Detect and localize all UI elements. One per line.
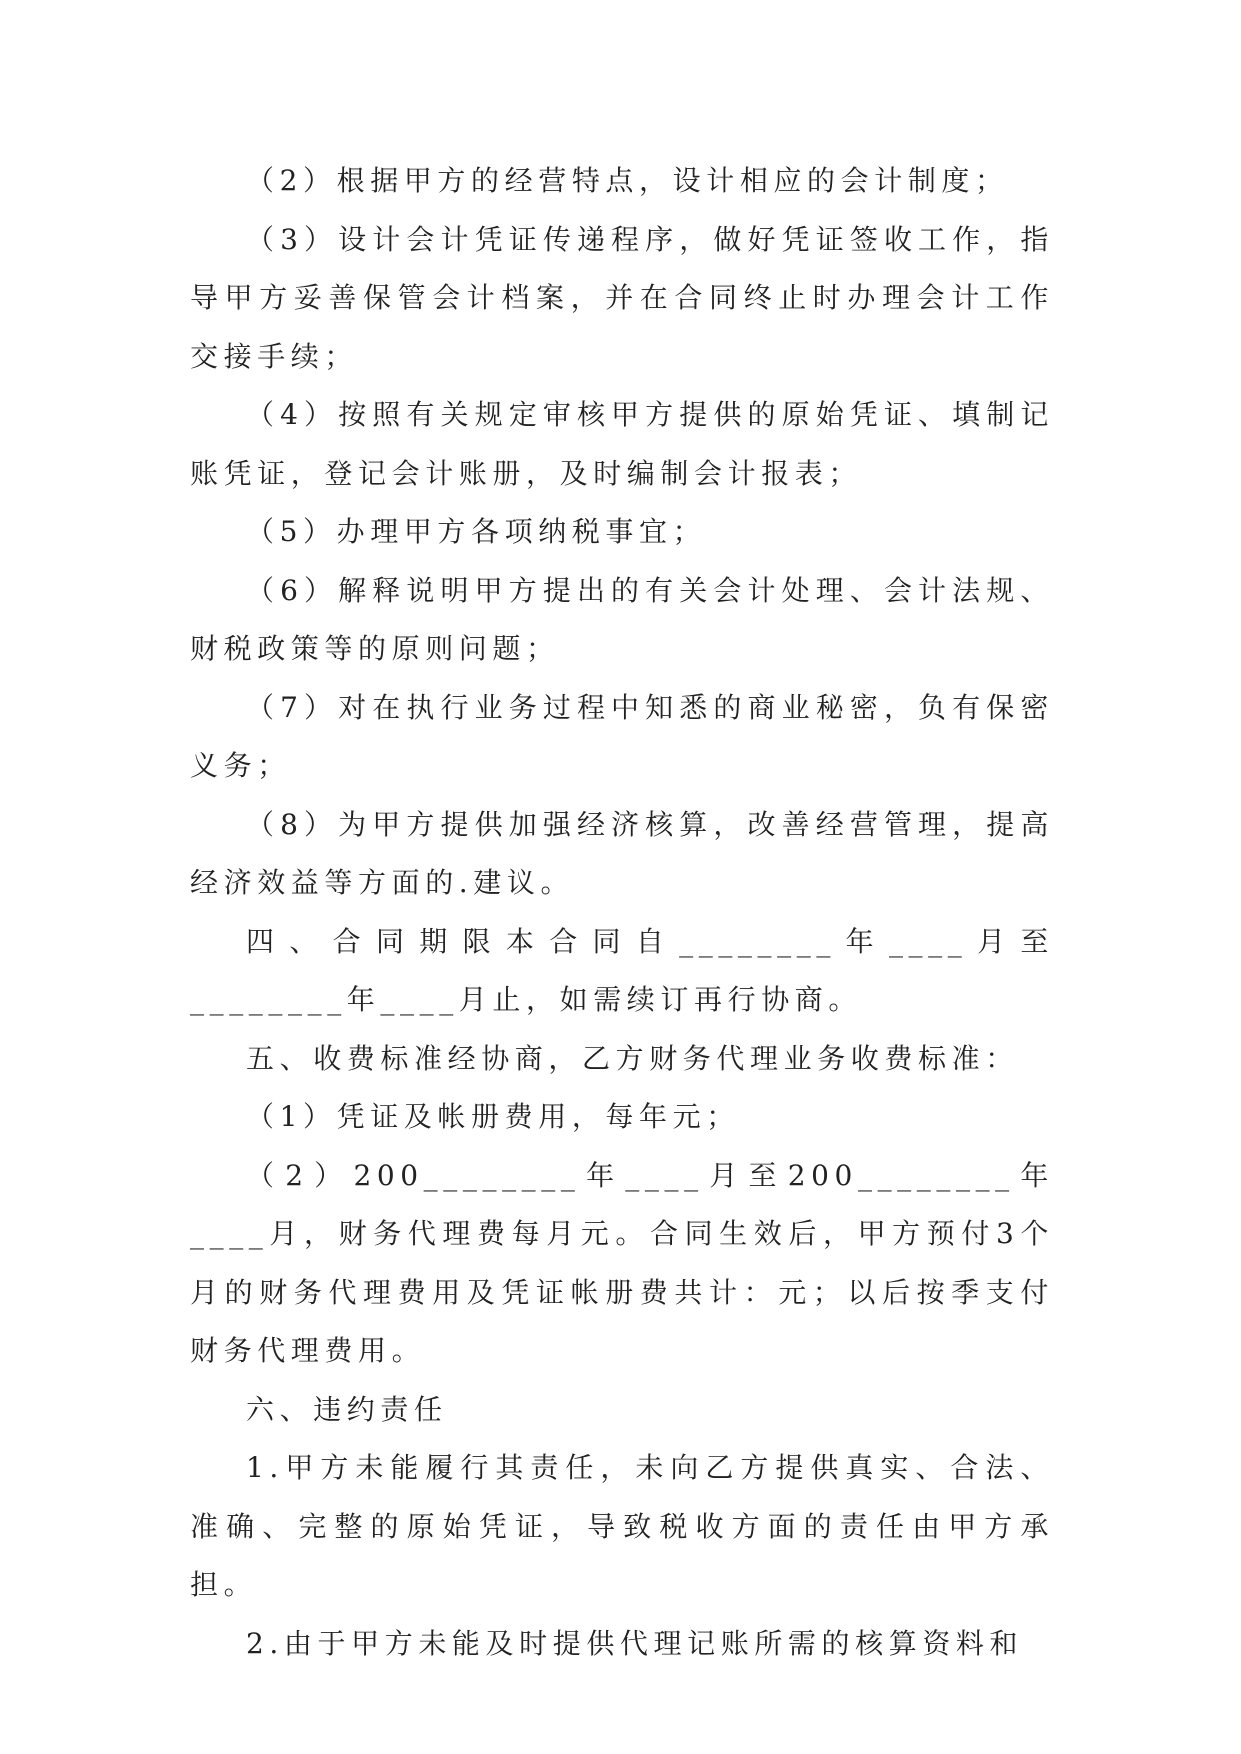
paragraph-item-5: （5）办理甲方各项纳税事宜；	[246, 515, 707, 548]
paragraph-item-2: （2）根据甲方的经营特点，设计相应的会计制度；	[246, 164, 1009, 197]
paragraph-liability-2: 2.由于甲方未能及时提供代理记账所需的核算资料和	[246, 1626, 1024, 1660]
document-body	[190, 152, 1054, 1673]
paragraph-contract-term: 四、合同期限本合同自________年____月至________年____月止，如需续订再行协商。	[190, 924, 1054, 1016]
paragraph-item-8: （8）为甲方提供加强经济核算，改善经营管理，提高经济效益等方面的.建议。	[190, 807, 1054, 899]
paragraph-item-6: （6）解释说明甲方提出的有关会计处理、会计法规、财税政策等的原则问题；	[190, 573, 1054, 665]
paragraph-liability-1: 1.甲方未能履行其责任，未向乙方提供真实、合法、准确、完整的原始凭证，导致税收方面的责任由甲方承担。	[190, 1451, 1054, 1601]
paragraph-item-4: （4）按照有关规定审核甲方提供的原始凭证、填制记账凭证，登记会计账册，及时编制会计报表；	[190, 398, 1054, 490]
paragraph-item-7: （7）对在执行业务过程中知悉的商业秘密，负有保密义务；	[190, 690, 1054, 782]
paragraph-item-3: （3）设计会计凭证传递程序，做好凭证签收工作，指导甲方妥善保管会计档案，并在合同终止时办理会计工作交接手续；	[190, 222, 1054, 373]
paragraph-fee-item-2: （2）200________年____月至200________年____月，财务代理费每月元。合同生效后，甲方预付3个月的财务代理费用及凭证帐册费共计：元；以后按季支付财务代理费用。	[190, 1158, 1054, 1367]
paragraph-fee-item-1: （1）凭证及帐册费用，每年元；	[246, 1100, 740, 1133]
paragraph-liability-heading: 六、违约责任	[246, 1392, 448, 1426]
paragraph-fee-standard: 五、收费标准经协商，乙方财务代理业务收费标准：	[246, 1041, 1019, 1075]
